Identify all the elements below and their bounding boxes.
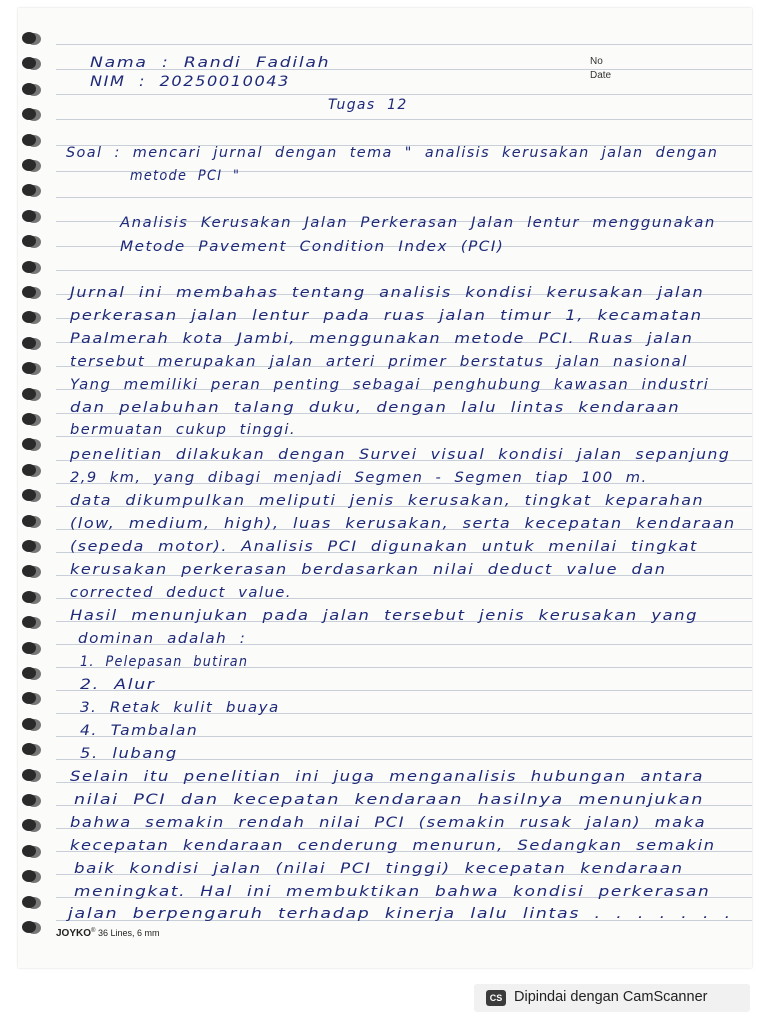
student-name: Nama : Randi Fadilah xyxy=(90,55,331,71)
camscanner-watermark xyxy=(474,984,750,1012)
body-line: baik kondisi jalan (nilai PCI tinggi) kecepatan kendaraan xyxy=(74,861,684,877)
body-line: nilai PCI dan kecepatan kendaraan hasilnya menunjukan xyxy=(74,792,705,808)
body-line: (sepeda motor). Analisis PCI digunakan untuk menilai tingkat xyxy=(70,539,698,555)
paper-spec: 36 Lines, 6 mm xyxy=(97,928,160,938)
binding-ring xyxy=(22,134,36,146)
body-line: corrected deduct value. xyxy=(70,585,292,601)
binding-ring xyxy=(22,870,36,882)
binding-ring xyxy=(22,184,36,196)
body-line: perkerasan jalan lentur pada ruas jalan timur 1, kecamatan xyxy=(70,308,703,324)
paper-brand: JOYKO® 36 Lines, 6 mm xyxy=(56,928,160,939)
binding-ring xyxy=(22,794,36,806)
body-line: Yang memiliki peran penting sebagai penghubung kawasan industri xyxy=(70,377,710,393)
binding-ring xyxy=(22,83,36,95)
binding-ring xyxy=(22,413,36,425)
binding-ring xyxy=(22,286,36,298)
date-label: Date xyxy=(590,70,612,81)
body-line: dominan adalah : xyxy=(78,631,247,647)
brand-name: JOYKO xyxy=(56,928,92,939)
binding-ring xyxy=(22,311,36,323)
body-line: jalan berpengaruh terhadap kinerja lalu lintas . . . . . . . xyxy=(68,906,732,922)
binding-ring xyxy=(22,845,36,857)
ruled-line xyxy=(56,690,752,691)
binding-ring xyxy=(22,616,36,628)
binding-ring xyxy=(22,642,36,654)
list-item: 3. Retak kulit buaya xyxy=(80,700,280,716)
notebook-page xyxy=(18,8,752,968)
body-line: Jurnal ini membahas tentang analisis kondisi kerusakan jalan xyxy=(70,285,705,301)
body-line: bahwa semakin rendah nilai PCI (semakin rusak jalan) maka xyxy=(70,815,707,831)
list-item: 5. lubang xyxy=(80,746,178,762)
body-line: Paalmerah kota Jambi, menggunakan metode PCI. Ruas jalan xyxy=(70,331,694,347)
binding-ring xyxy=(22,235,36,247)
binding-ring xyxy=(22,464,36,476)
camscanner-label: Dipindai dengan CamScanner xyxy=(514,989,708,1005)
camscanner-logo-icon: CS xyxy=(486,990,506,1006)
binding-ring xyxy=(22,591,36,603)
body-line: meningkat. Hal ini membuktikan bahwa kondisi perkerasan xyxy=(74,884,711,900)
binding-ring xyxy=(22,32,36,44)
ruled-line xyxy=(56,197,752,198)
body-line: Hasil menunjukan pada jalan tersebut jenis kerusakan yang xyxy=(70,608,699,624)
binding-ring xyxy=(22,489,36,501)
binding-ring xyxy=(22,210,36,222)
binding-ring xyxy=(22,565,36,577)
binding-ring xyxy=(22,57,36,69)
body-line: 2,9 km, yang dibagi menjadi Segmen - Segmen tiap 100 m. xyxy=(70,470,648,486)
spiral-binding xyxy=(18,8,58,968)
binding-ring xyxy=(22,388,36,400)
list-item: 2. Alur xyxy=(80,677,156,693)
body-line: (low, medium, high), luas kerusakan, serta kecepatan kendaraan xyxy=(70,516,736,532)
binding-ring xyxy=(22,159,36,171)
binding-ring xyxy=(22,438,36,450)
question-line-2: metode PCI " xyxy=(130,168,241,184)
body-line: bermuatan cukup tinggi. xyxy=(70,422,296,438)
ruled-line xyxy=(56,119,752,120)
binding-ring xyxy=(22,896,36,908)
body-line: data dikumpulkan meliputi jenis kerusakan, tingkat keparahan xyxy=(70,493,705,509)
list-item: 1. Pelepasan butiran xyxy=(80,654,249,670)
list-item: 4. Tambalan xyxy=(80,723,199,739)
journal-title-line-1: Analisis Kerusakan Jalan Perkerasan Jalan lentur menggunakan xyxy=(120,215,716,231)
binding-ring xyxy=(22,692,36,704)
binding-ring xyxy=(22,337,36,349)
body-line: penelitian dilakukan dengan Survei visual kondisi jalan sepanjung xyxy=(70,447,731,463)
binding-ring xyxy=(22,819,36,831)
binding-ring xyxy=(22,718,36,730)
ruled-line xyxy=(56,94,752,95)
binding-ring xyxy=(22,515,36,527)
binding-ring xyxy=(22,540,36,552)
binding-ring xyxy=(22,743,36,755)
body-line: Selain itu penelitian ini juga menganalisis hubungan antara xyxy=(70,769,705,785)
body-line: dan pelabuhan talang duku, dengan lalu lintas kendaraan xyxy=(70,400,681,416)
binding-ring xyxy=(22,261,36,273)
binding-ring xyxy=(22,769,36,781)
page-title: Tugas 12 xyxy=(328,97,408,113)
ruled-line xyxy=(56,270,752,271)
body-line: tersebut merupakan jalan arteri primer berstatus jalan nasional xyxy=(70,354,688,370)
body-line: kerusakan perkerasan berdasarkan nilai deduct value dan xyxy=(70,562,667,578)
ruled-line xyxy=(56,44,752,45)
body-line: kecepatan kendaraan cenderung menurun, Sedangkan semakin xyxy=(70,838,716,854)
binding-ring xyxy=(22,667,36,679)
student-nim: NIM : 20250010043 xyxy=(90,74,291,90)
journal-title-line-2: Metode Pavement Condition Index (PCI) xyxy=(120,239,505,255)
no-label: No xyxy=(590,56,603,67)
binding-ring xyxy=(22,362,36,374)
binding-ring xyxy=(22,108,36,120)
binding-ring xyxy=(22,921,36,933)
question-line-1: Soal : mencari jurnal dengan tema " analisis kerusakan jalan dengan xyxy=(66,145,719,161)
